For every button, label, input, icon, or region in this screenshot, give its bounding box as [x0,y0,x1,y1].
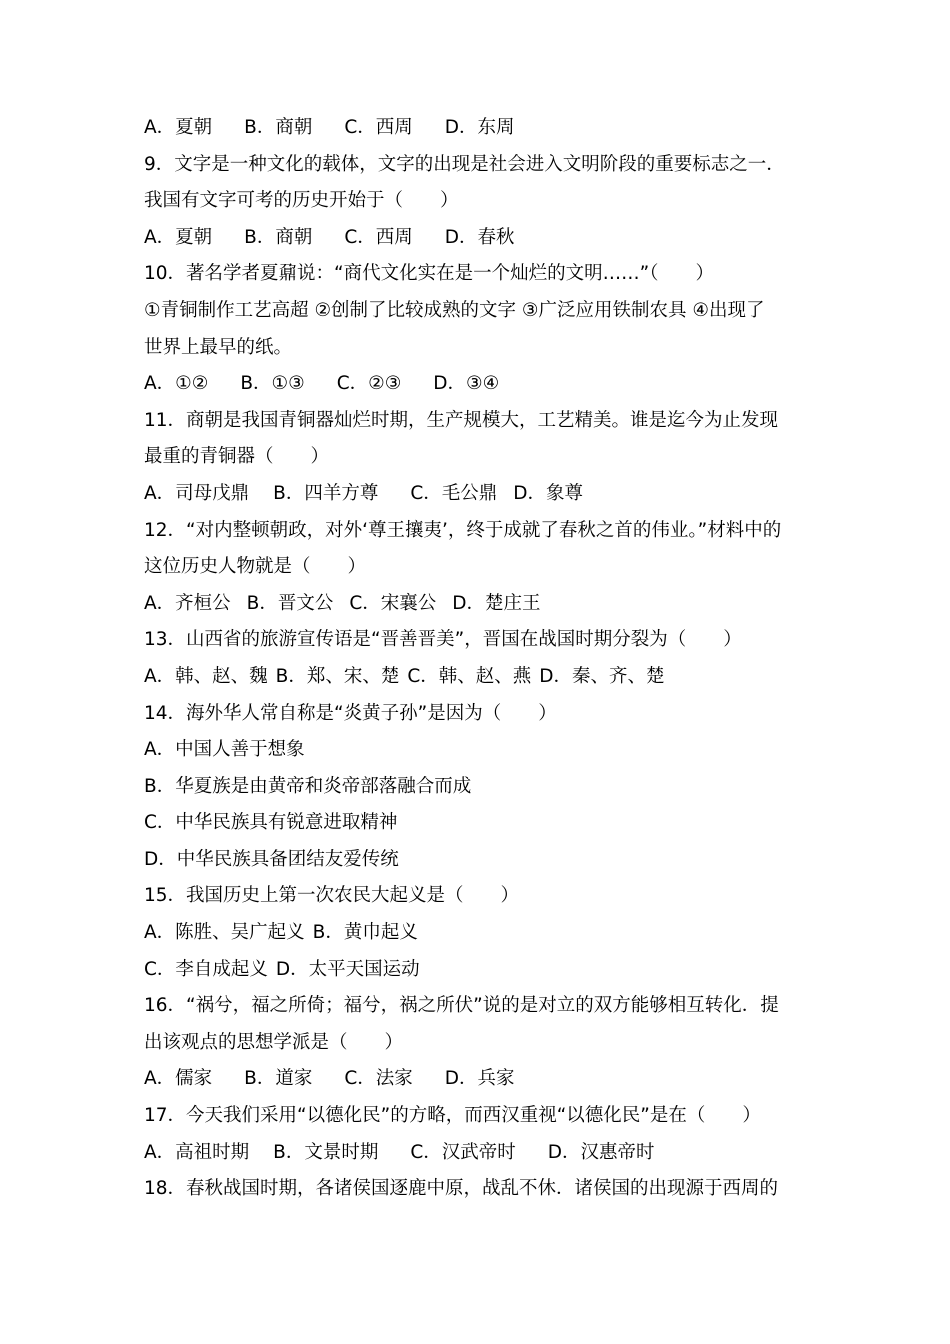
q10-stem: 10．著名学者夏鼐说：“商代文化实在是一个灿烂的文明……”（ ） [144,263,714,285]
q16-stem-cont: 出该观点的思想学派是（ ） [144,1031,404,1053]
q16-options [144,1061,814,1098]
q9-options [144,220,814,257]
option-a: A．陈胜、吴广起义 [144,922,305,944]
option-c: C．韩、赵、燕 [407,665,532,687]
q15-options-ab [144,915,814,952]
option-b: B．道家 [244,1068,313,1090]
option-d: D．汉惠帝时 [547,1141,655,1163]
option-b: B．晋文公 [246,592,334,614]
q15-stem: 15．我国历史上第一次农民大起义是（ ） [144,885,520,907]
option-a: A．高祖时期 [144,1141,250,1163]
option-b: B．商朝 [244,117,313,138]
q10-options [144,366,814,403]
q11-options [144,476,814,513]
option-b: B．文景时期 [273,1141,379,1163]
option-a: A．①② [144,373,209,395]
q13-stem: 13．山西省的旅游宣传语是“晋善晋美”，晋国在战国时期分裂为（ ） [144,629,742,651]
q14-option-a: A．中国人善于想象 [144,739,305,761]
option-c: C．②③ [336,373,402,395]
option-d: D．③④ [433,373,500,395]
option-c: C．毛公鼎 [410,482,498,504]
q18-stem: 18．春秋战国时期，各诸侯国逐鹿中原，战乱不休．诸侯国的出现源于西周的 [144,1178,779,1200]
q9-stem: 9．文字是一种文化的载体，文字的出现是社会进入文明阶段的重要标志之一． [144,153,785,175]
option-b: B．四羊方尊 [273,482,379,504]
q14-option-d: D．中华民族具备团结友爱传统 [144,848,399,870]
q14-stem: 14．海外华人常自称是“炎黄子孙”是因为（ ） [144,702,557,724]
q13-options [144,659,814,696]
option-a: A．司母戊鼎 [144,482,250,504]
option-d: D．东周 [444,117,515,138]
option-a: A．儒家 [144,1068,213,1090]
option-d: D．象尊 [513,482,584,504]
option-c: C．法家 [344,1068,413,1090]
option-a: A．夏朝 [144,226,213,248]
option-b: B．郑、宋、楚 [275,665,400,687]
option-c: C．西周 [344,226,413,248]
option-b: B．①③ [240,373,305,395]
q14-option-b: B．华夏族是由黄帝和炎帝部落融合而成 [144,775,472,797]
option-d: D．太平天国运动 [275,958,420,980]
q14-option-c: C．中华民族具有锐意进取精神 [144,812,398,834]
q8-options [144,110,814,147]
q17-options [144,1135,814,1172]
option-c: C．宋襄公 [349,592,437,614]
option-c: C．汉武帝时 [410,1141,516,1163]
option-d: D．春秋 [444,226,515,248]
option-d: D．楚庄王 [452,592,541,614]
q10-items: ①青铜制作工艺高超 ②创制了比较成熟的文字 ③广泛应用铁制农具 ④出现了 [144,299,765,321]
option-a: A．夏朝 [144,117,213,138]
q12-options [144,586,814,623]
option-d: D．兵家 [444,1068,515,1090]
q15-options-cd [144,952,814,989]
q17-stem: 17．今天我们采用“以德化民”的方略，而西汉重视“以德化民”是在（ ） [144,1105,761,1127]
option-a: A．韩、赵、魏 [144,665,268,687]
q16-stem: 16．“祸兮，福之所倚；福兮，祸之所伏”说的是对立的双方能够相互转化．提 [144,995,779,1017]
q12-stem: 12．“对内整顿朝政，对外‘尊王攘夷’，终于成就了春秋之首的伟业。”材料中的 [144,519,782,541]
q11-stem-cont: 最重的青铜器（ ） [144,446,330,468]
option-c: C．李自成起义 [144,958,268,980]
question-text [144,110,814,1208]
option-d: D．秦、齐、楚 [539,665,665,687]
q10-items-cont: 世界上最早的纸。 [144,336,293,358]
q11-stem: 11．商朝是我国青铜器灿烂时期，生产规模大，工艺精美。谁是迄今为止发现 [144,409,779,431]
option-a: A．齐桓公 [144,592,231,614]
option-b: B．黄巾起义 [312,922,418,944]
q9-stem-cont: 我国有文字可考的历史开始于（ ） [144,190,459,212]
option-b: B．商朝 [244,226,313,248]
q12-stem-cont: 这位历史人物就是（ ） [144,556,367,578]
option-c: C．西周 [344,117,413,138]
